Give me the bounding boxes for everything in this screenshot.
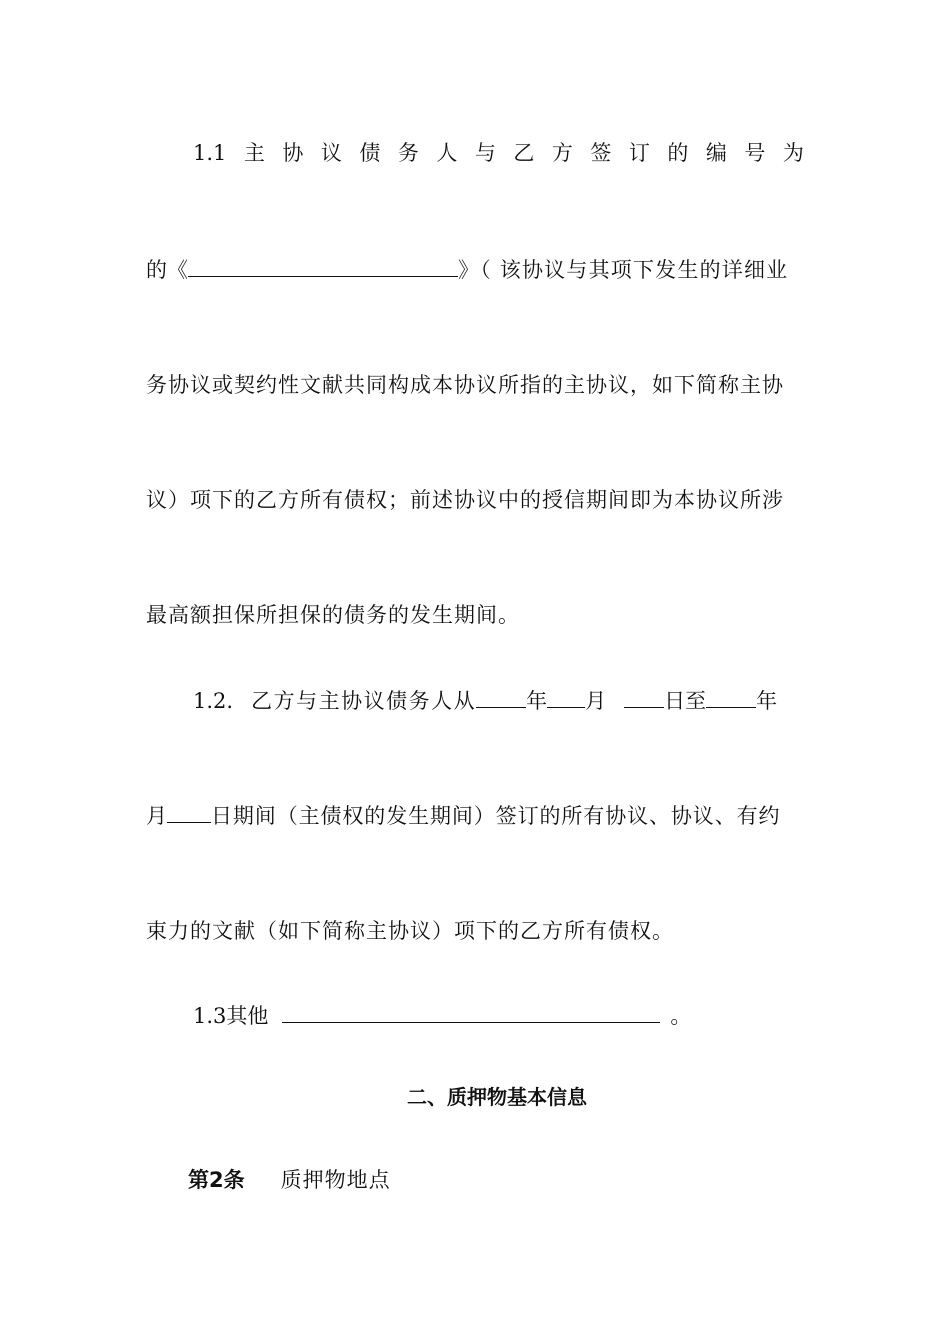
clause-1-2-number: 1.2. xyxy=(193,689,234,713)
clause-1-1-char: 号 xyxy=(744,141,766,165)
clause-1-3-label: 1.3其他 xyxy=(193,1004,269,1028)
clause-1-1-line-5 xyxy=(146,600,804,630)
clause-1-2-text-2: 日期间（主债权的发生期间）签订的所有协议、协议、有约 xyxy=(211,804,781,828)
start-month-blank[interactable] xyxy=(547,685,585,708)
clause-1-1-text-3: 务协议或契约性文献共同构成本协议所指的主协议，如下简称主协 xyxy=(146,373,784,397)
clause-1-1-char: 编 xyxy=(705,141,727,165)
end-year-blank[interactable] xyxy=(706,685,756,708)
year-label-1: 年 xyxy=(526,689,548,713)
clause-1-2-text-3: 束力的文献（如下简称主协议）项下的乙方所有债权。 xyxy=(146,919,674,943)
clause-1-1-char: 主 xyxy=(243,141,265,165)
day-to-label: 日至 xyxy=(664,689,707,713)
clause-1-1-char: 乙 xyxy=(513,141,535,165)
clause-1-1-char: 务 xyxy=(397,141,419,165)
clause-1-1-line-4 xyxy=(146,485,804,515)
clause-1-1-line-1 xyxy=(193,138,804,168)
month-label-1: 月 xyxy=(585,689,607,713)
other-blank[interactable] xyxy=(282,1000,660,1023)
clause-1-3-end: 。 xyxy=(670,1004,692,1028)
article-2-line xyxy=(188,1165,688,1195)
clause-1-1-char: 协 xyxy=(282,141,304,165)
clause-1-1-char: 债 xyxy=(359,141,381,165)
start-year-blank[interactable] xyxy=(476,685,526,708)
clause-1-1-char: 方 xyxy=(551,141,573,165)
clause-1-1-text-4: 议）项下的乙方所有债权；前述协议中的授信期间即为本协议所涉 xyxy=(146,488,784,512)
start-day-blank[interactable] xyxy=(624,685,664,708)
article-2-title: 质押物地点 xyxy=(280,1168,391,1192)
clause-1-1-text-5: 最高额担保所担保的债务的发生期间。 xyxy=(146,603,520,627)
clause-1-3-line xyxy=(193,1000,804,1031)
section-heading: 二、质押物基本信息 xyxy=(407,1085,587,1109)
end-day-blank[interactable] xyxy=(167,800,211,823)
clause-1-2-line-1 xyxy=(193,685,804,716)
month-label-2: 月 xyxy=(146,804,167,828)
clause-1-2-line-2 xyxy=(146,800,804,831)
year-label-2: 年 xyxy=(756,689,778,713)
clause-1-1-char: 人 xyxy=(436,141,458,165)
agreement-name-blank[interactable] xyxy=(188,254,458,277)
clause-1-1-char: 议 xyxy=(320,141,342,165)
clause-1-1-prefix: 的《 xyxy=(146,258,188,282)
clause-1-1-line-2 xyxy=(146,254,804,285)
clause-1-2-line-3 xyxy=(146,916,804,946)
clause-1-1-char: 的 xyxy=(667,141,689,165)
clause-1-1-char: 订 xyxy=(628,141,650,165)
clause-1-1-char: 与 xyxy=(474,141,496,165)
clause-1-1-char: 1.1 xyxy=(193,141,227,165)
clause-1-1-char: 为 xyxy=(782,141,804,165)
clause-1-1-line-3 xyxy=(146,370,804,400)
clause-1-1-char: 签 xyxy=(590,141,612,165)
clause-1-1-suffix: 》（ 该协议与其项下发生的详细业 xyxy=(458,258,789,282)
article-2-number: 第2条 xyxy=(188,1168,245,1192)
clause-1-2-text-a: 乙方与主协议债务人从 xyxy=(251,689,477,713)
